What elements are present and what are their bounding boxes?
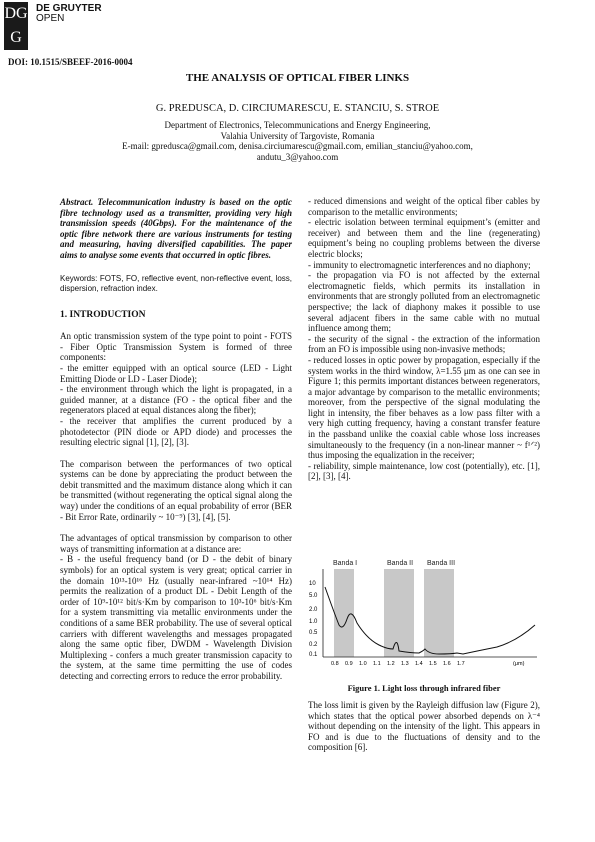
section-heading: 1. INTRODUCTION xyxy=(60,309,146,320)
authors: G. PREDUSCA, D. CIRCIUMARESCU, E. STANCIU, S. STROE xyxy=(155,103,440,114)
figure-caption: Figure 1. Light loss through infrared fiber xyxy=(347,683,501,693)
paragraph: - the environment through which the light is propagated, in a guided manner, at a distance (FO - the optical fiber and the regenerators placed at equal distances along the fiber); xyxy=(60,384,292,416)
affiliation-line: E-mail: gpredusca@gmail.com, denisa.circiumarescu@gmail.com, emilian_stanciu@yahoo.com, xyxy=(122,141,473,152)
band-1-label: Banda I xyxy=(333,560,358,567)
band-3-label: Banda III xyxy=(427,560,456,567)
y-tick-label: 1.0 xyxy=(309,619,318,625)
x-tick-label: 0.8 xyxy=(331,661,339,667)
band-1 xyxy=(334,569,354,657)
band-3 xyxy=(424,569,454,657)
paragraph: - B - the useful frequency band (or D - the debit of binary symbols) for an optical system is very great; optical carrier in the domain 10¹³-10¹⁶ Hz (usually near-infrared ~10¹⁴ Hz) permits the realization of a product DL - Debit Length of the order of 10⁹-10¹² bit/s·Km by comparison to 10³-10⁶ bit/s·Km for a system transmitting via metallic environments under the conditions of a same BER probability. The use of several optical carriers with different wavelengths and messages propagated along the same optic fiber, DWDM - Wavelength Division Multiplexing - confers a much greater transmission capacity to the system, at the same time permitting the use of codes detecting and correcting errors to reduce the error probability. xyxy=(60,554,292,681)
logo-bottom: G xyxy=(10,29,22,46)
paragraph: The loss limit is given by the Rayleigh diffusion law (Figure 2), which states that the optical power absorbed depends on λ⁻⁴ without depending on the intensity of the light. This appears in FO and is due to the fluctuations of density and to the composition [6]. xyxy=(308,700,540,753)
paragraph: - electric isolation between terminal equipment’s (emitter and receiver) and between them and the line (regenerating) equipment’s being no coupling problems between the diverse electric blocks; xyxy=(308,217,540,259)
paragraph: The comparison between the performances of two optical systems can be done by appreciating the product between the debit transmitted and the maximum distance along which it can be transmitted (without regenerating the optical signal along the way) under the conditions of an equal probability of error (BER - Bit Error Rate, ordinarily ~ 10⁻⁹) [3], [4], [5]. xyxy=(60,458,292,522)
paper-title: THE ANALYSIS OF OPTICAL FIBER LINKS xyxy=(185,72,410,84)
affiliation xyxy=(60,120,535,162)
publisher-title: DE GRUYTER xyxy=(36,3,102,14)
right-column xyxy=(308,196,540,482)
x-axis-unit: (μm) xyxy=(513,661,525,667)
band-2-label: Banda II xyxy=(387,560,414,567)
publisher-logo xyxy=(4,2,28,50)
publisher-name xyxy=(36,4,102,24)
affiliation-line: Department of Electronics, Telecommunications and Energy Engineering, xyxy=(164,120,431,130)
y-tick-label: 10 xyxy=(309,581,316,587)
paragraph: - reduced dimensions and weight of the optical fiber cables by comparison to the metallic environments; xyxy=(308,196,540,217)
x-tick-label: 1.6 xyxy=(443,661,451,667)
paragraph: The advantages of optical transmission by comparison to other ways of transmitting information at a distance are: xyxy=(60,533,292,554)
paragraph: - immunity to electromagnetic interferences and no diaphony; xyxy=(308,259,531,270)
x-tick-label: 1.4 xyxy=(415,661,423,667)
paragraph: - reduced losses in optic power by propagation, especially if the system works in the third window, λ=1.55 μm as one can see in Figure 1; this permits important distances between regenerators, a major advantage by comparison to the metallic environments; moreover, from the perspective of the signal modulating the light in intensity, the fiber behaves as a low pass filter with a very high cutting frequency, having a constant transfer feature in the passband unlike the coaxial cable whose loss increases simultaneously to the frequency (in a non-linear manner ~ f¹ᐟ²) thus imposing the equalization in the receiver; xyxy=(308,354,540,461)
paragraph: - the emitter equipped with an optical source (LED - Light Emitting Diode or LD - Laser Diode); xyxy=(60,362,292,384)
y-tick-label: 2.0 xyxy=(309,607,318,613)
publisher-sub: OPEN xyxy=(36,13,65,24)
figure-1-loss-plot xyxy=(307,555,542,667)
y-tick-label: 0.2 xyxy=(309,642,318,648)
x-tick-label: 1.0 xyxy=(359,661,367,667)
band-2 xyxy=(384,569,414,657)
x-tick-label: 1.3 xyxy=(401,661,409,667)
y-tick-label: 5.0 xyxy=(309,593,318,599)
x-tick-label: 1.7 xyxy=(457,661,465,667)
y-tick-label: 0.1 xyxy=(309,652,318,658)
logo-top: DG xyxy=(4,5,28,22)
affiliation-line: andutu_3@yahoo.com xyxy=(256,151,339,162)
abstract: Abstract. Telecommunication industry is based on the optic fibre technology used as a transmitter, providing very high transmission speeds (40Gbps). For the maintenance of the optic fibre network there are various instruments for testing and measuring, having diversified capabilities. The paper aims to analyse some events that occurred in optic fibres. xyxy=(60,197,292,260)
paragraph: An optic transmission system of the type point to point - FOTS - Fiber Optic Transmission System is formed of three components: xyxy=(60,331,292,363)
left-column xyxy=(60,197,292,682)
affiliation-line: Valahia University of Targoviste, Romania xyxy=(220,130,375,141)
y-tick-label: 0.5 xyxy=(309,630,318,636)
paragraph: - the security of the signal - the extraction of the information from an FO is impossible using non-invasive methods; xyxy=(308,333,540,355)
paragraph: - reliability, simple maintenance, low cost (potentially), etc. [1], [2], [3], [4]. xyxy=(308,460,540,482)
keywords: Keywords: FOTS, FO, reflective event, non-reflective event, loss, dispersion, refraction index. xyxy=(60,273,292,293)
post-figure-text xyxy=(308,700,540,753)
x-tick-label: 1.5 xyxy=(429,661,437,667)
x-tick-label: 1.2 xyxy=(387,661,395,667)
x-tick-label: 0.9 xyxy=(345,661,353,667)
paragraph: - the receiver that amplifies the current produced by a photodetector (PIN diode or APD diode) and processes the resulting electric signal [1], [2], [3]. xyxy=(60,415,292,448)
paragraph: - the propagation via FO is not affected by the external electromagnetic fields, which permits its installation in environments that are strongly polluted from an electromagnetic perspective; the lack of diaphony makes it possible to use several adjacent fibers in the same cable with no mutual influence among them; xyxy=(308,270,540,334)
doi[interactable]: DOI: 10.1515/SBEEF-2016-0004 xyxy=(8,57,133,67)
x-tick-label: 1.1 xyxy=(373,661,381,667)
